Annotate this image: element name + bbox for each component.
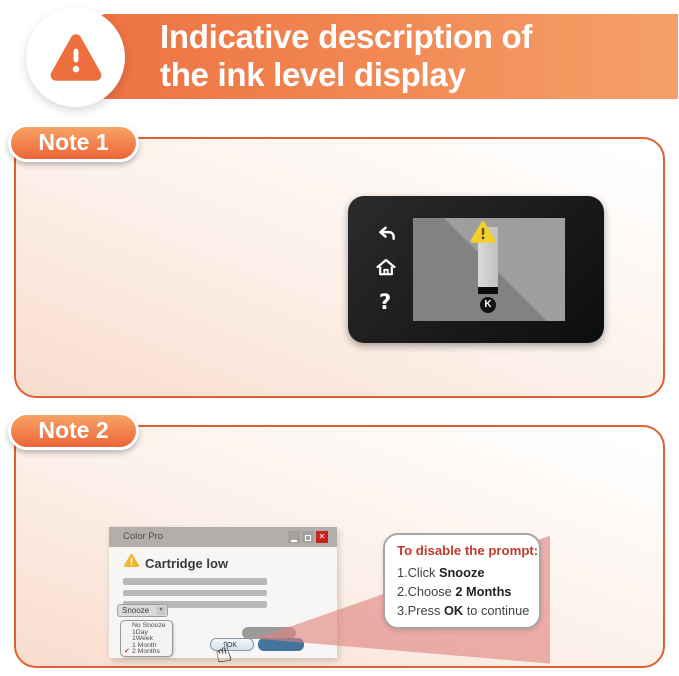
help-button[interactable]	[379, 291, 391, 313]
ink-level-remaining	[478, 287, 498, 294]
tip-title: To disable the prompt:	[397, 543, 539, 558]
snooze-option-label: 1Day	[132, 628, 148, 636]
cartridge-letter: K	[484, 299, 492, 310]
check-icon: ✓	[124, 648, 130, 655]
home-icon	[375, 257, 397, 277]
placeholder-text-line	[123, 590, 267, 597]
printer-screen	[413, 218, 565, 321]
disable-prompt-tip-box	[383, 533, 541, 629]
help-icon: ?	[379, 290, 392, 314]
step-text: 1.Click	[397, 565, 439, 580]
snooze-option-label: 1 Month	[132, 641, 157, 649]
warning-triangle-icon	[47, 31, 105, 84]
page-title	[160, 18, 532, 94]
page-title-line2: the ink level display	[160, 56, 466, 93]
snooze-dropdown	[120, 620, 173, 657]
snooze-option-label: No Snooze	[132, 622, 166, 629]
tip-step-2	[397, 584, 512, 599]
step-bold: OK	[443, 603, 464, 618]
placeholder-text-line	[123, 578, 267, 585]
restore-icon[interactable]	[302, 531, 314, 543]
snooze-option-label: 2 Months	[132, 648, 160, 655]
snooze-button[interactable]	[117, 604, 168, 617]
home-button[interactable]	[375, 257, 397, 277]
back-button[interactable]	[376, 223, 397, 244]
step-text: 2.Choose	[397, 584, 456, 599]
close-icon[interactable]	[316, 531, 328, 543]
note2-label	[8, 412, 139, 450]
warning-triangle-icon	[469, 220, 497, 244]
black-cartridge-badge	[480, 297, 496, 313]
step-bold: Snooze	[438, 565, 485, 580]
dialog-titlebar[interactable]	[109, 527, 337, 547]
printer-control-panel	[348, 196, 604, 343]
step-text: to continue	[463, 603, 530, 618]
dialog-title: Color Pro	[123, 531, 164, 542]
note1-label-text: Note 1	[38, 129, 109, 155]
back-arrow-icon	[376, 223, 397, 244]
warning-triangle-icon	[123, 553, 140, 568]
snooze-option-selected[interactable]	[121, 649, 172, 656]
tip-step-3	[397, 603, 529, 618]
step-bold: 2 Months	[455, 584, 512, 599]
tip-step-1	[397, 565, 484, 580]
step-text: 3.Press	[397, 603, 444, 618]
note2-label-text: Note 2	[38, 417, 109, 443]
snooze-button-label: Snooze	[122, 606, 150, 615]
snooze-option-label: 1Week	[132, 635, 154, 642]
header-banner	[96, 14, 678, 99]
ok-button-label: OK	[226, 642, 238, 649]
note1-label	[8, 124, 139, 162]
chevron-down-icon	[156, 606, 166, 615]
header-warning-badge	[26, 8, 125, 107]
alert-title: Cartridge low	[145, 556, 229, 571]
page-title-line1: Indicative description of	[160, 18, 533, 55]
minimize-icon[interactable]	[288, 531, 300, 543]
